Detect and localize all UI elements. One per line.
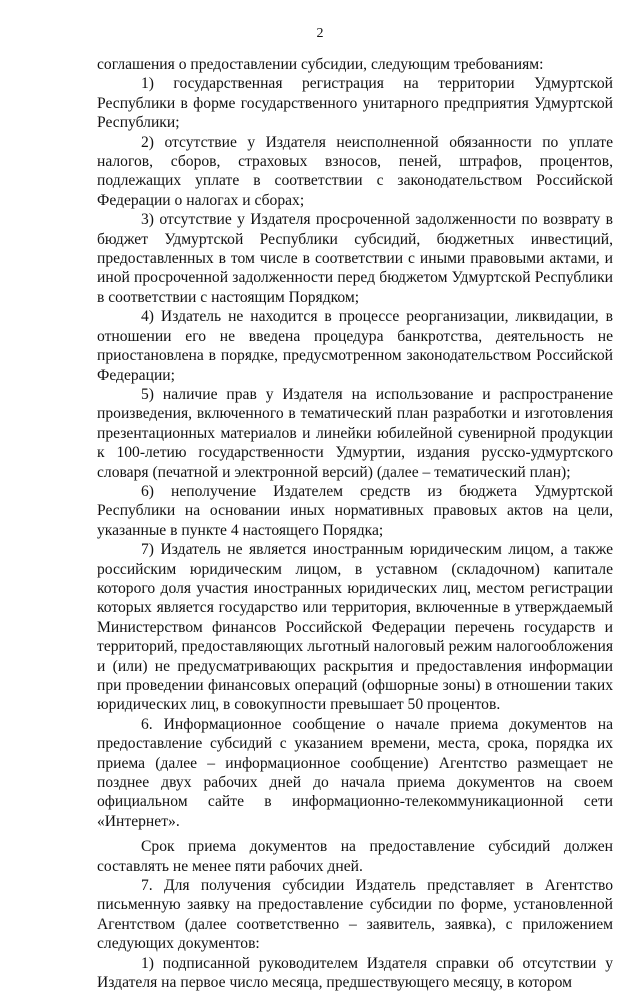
paragraph-requirement-6: 6) неполучение Издателем средств из бюджета Удмуртской Республики на основании иных нормативных правовых актов на цели, указанные в пункте 4 настоящего Порядка; bbox=[97, 482, 613, 539]
paragraph-requirement-1: 1) государственная регистрация на территории Удмуртской Республики в форме государственного унитарного предприятия Удмуртской Республики; bbox=[97, 75, 613, 132]
paragraph-requirement-3: 3) отсутствие у Издателя просроченной задолженности по возврату в бюджет Удмуртской Республики субсидий, бюджетных инвестиций, предоставленных в том числе в соответствии с иными правовыми актами, и иной просроченной задолженности перед бюджетом Удмуртской Республики в соответствии с настоящим Порядком; bbox=[97, 211, 613, 306]
paragraph-intro: соглашения о предоставлении субсидии, следующим требованиям: bbox=[97, 56, 544, 73]
paragraph-requirement-7: 7) Издатель не является иностранным юридическим лицом, а также российским юридическим лицом, в уставном (складочном) капитале которого доля участия иностранных юридических лиц, местом регистрации которых является государство или территория, включенные в утверждаемый Министерством финансов Российской Федерации перечень государств и территорий, предоставляющих льготный налоговый режим налогообложения и (или) не предусматривающих раскрытия и предоставления информации при проведении финансовых операций (офшорные зоны) в отношении таких юридических лиц, в совокупности превышает 50 процентов. bbox=[97, 541, 613, 714]
page-number: 2 bbox=[316, 26, 324, 41]
paragraph-requirement-4: 4) Издатель не находится в процессе реорганизации, ликвидации, в отношении его не введена процедура банкротства, деятельность не приостановлена в порядке, предусмотренном законодательством Российской Федерации; bbox=[97, 308, 613, 384]
paragraph-deadline: Срок приема документов на предоставление субсидий должен составлять не менее пяти рабочих дней. bbox=[97, 838, 613, 875]
paragraph-document-1: 1) подписанной руководителем Издателя справки об отсутствии у Издателя на первое число месяца, предшествующего месяцу, в котором bbox=[97, 954, 613, 992]
paragraph-section-6: 6. Информационное сообщение о начале приема документов на предоставление субсидий с указанием времени, места, срока, порядка их приема (далее – информационное сообщение) Агентство размещает не позднее двух рабочих дней до начала приема документов на своем официальном сайте в информационно-телекоммуникационной сети «Интернет». bbox=[97, 715, 613, 830]
paragraph-requirement-2: 2) отсутствие у Издателя неисполненной обязанности по уплате налогов, сборов, страховых взносов, пеней, штрафов, процентов, подлежащих уплате в соответствии с законодательством Российской Федерации о налогах и сборах; bbox=[97, 133, 613, 209]
paragraph-requirement-5: 5) наличие прав у Издателя на использование и распространение произведения, включенного в тематический план разработки и изготовления презентационных материалов и линейки юбилейной сувенирной продукции к 100-летию государственности Удмуртии, издания русско-удмуртского словаря (печатной и электронной версий) (далее – тематический план); bbox=[97, 385, 613, 481]
document-body bbox=[97, 55, 613, 993]
paragraph-section-7: 7. Для получения субсидии Издатель представляет в Агентство письменную заявку на предоставление субсидии по форме, установленной Агентством (далее соответственно – заявитель, заявка), с приложением следующих документов: bbox=[97, 877, 613, 953]
